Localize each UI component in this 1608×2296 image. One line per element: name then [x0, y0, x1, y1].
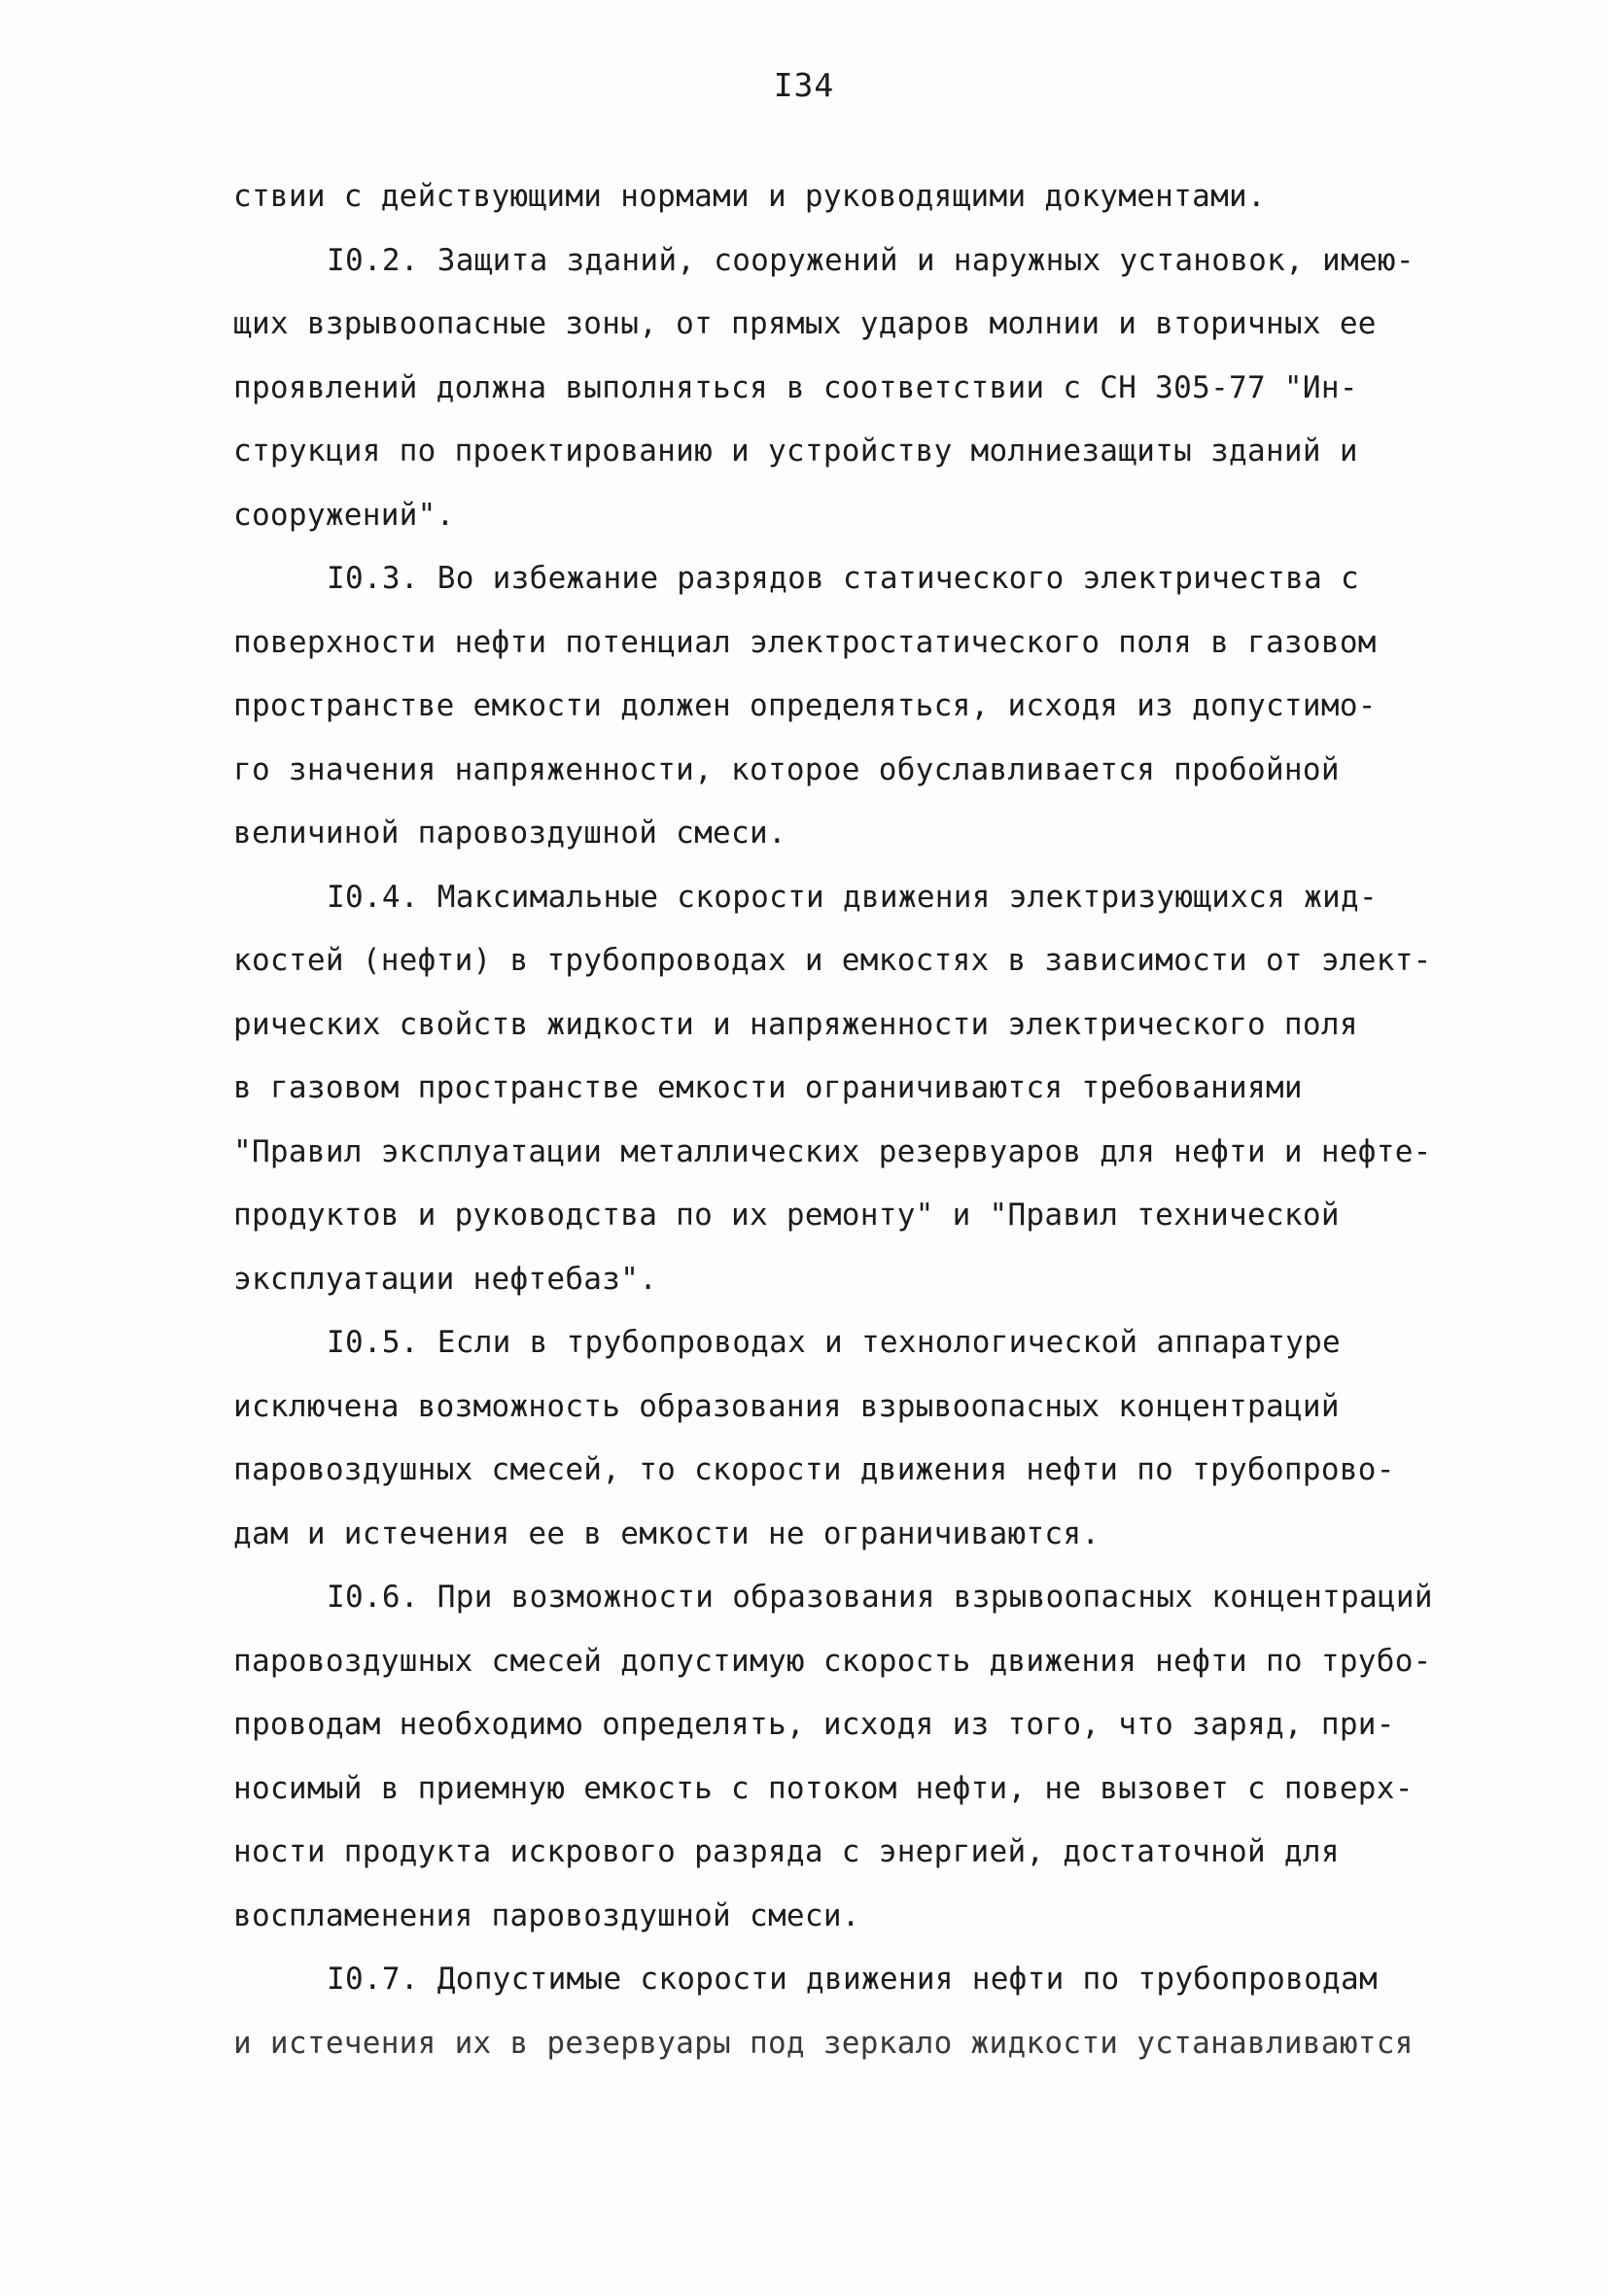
paragraph-10-7-start: I0.7. Допустимые скорости движения нефти по трубопроводам [327, 1962, 1378, 1997]
text-line: костей (нефти) в трубопроводах и емкостях в зависимости от элект- [233, 943, 1432, 978]
page-number: I34 [773, 66, 835, 104]
text-line: сооружений". [233, 497, 455, 533]
text-line: в газовом пространстве емкости ограничиваются требованиями [233, 1070, 1303, 1105]
text-line: струкция по проектированию и устройству молниезащиты зданий и [233, 434, 1358, 469]
text-line: эксплуатации нефтебаз". [233, 1261, 658, 1297]
text-line: пространстве емкости должен определяться, исходя из допустимо- [233, 688, 1377, 723]
text-line: поверхности нефти потенциал электростатического поля в газовом [233, 624, 1377, 660]
text-line: паровоздушных смесей допустимую скорость движения нефти по трубо- [233, 1643, 1432, 1679]
text-line: и истечения их в резервуары под зеркало жидкости устанавливаются [233, 2025, 1414, 2061]
paragraph-10-3-start: I0.3. Во избежание разрядов статического электричества с [327, 561, 1359, 596]
paragraph-10-2-start: I0.2. Защита зданий, сооружений и наружных установок, имею- [327, 242, 1415, 278]
text-line: "Правил эксплуатации металлических резервуаров для нефти и нефте- [233, 1133, 1432, 1169]
paragraph-10-5-start: I0.5. Если в трубопроводах и технологической аппаратуре [327, 1325, 1341, 1360]
paragraph-10-4-start: I0.4. Максимальные скорости движения электризующихся жид- [327, 879, 1378, 915]
text-line: паровоздушных смесей, то скорости движения нефти по трубопрово- [233, 1452, 1395, 1487]
text-line: дам и истечения ее в емкости не ограничиваются. [233, 1515, 1101, 1551]
text-line: исключена возможность образования взрывоопасных концентраций [233, 1388, 1340, 1424]
body-text [233, 165, 1497, 2075]
text-line: щих взрывоопасные зоны, от прямых ударов молнии и вторичных ее [233, 306, 1377, 341]
text-line: ности продукта искрового разряда с энергией, достаточной для [233, 1834, 1340, 1869]
text-line: ствии с действующими нормами и руководящими документами. [233, 179, 1266, 214]
text-line: проводам необходимо определять, исходя из того, что заряд, при- [233, 1707, 1395, 1742]
text-line: воспламенения паровоздушной смеси. [233, 1897, 860, 1933]
text-line: величиной паровоздушной смеси. [233, 816, 787, 851]
paragraph-10-6-start: I0.6. При возможности образования взрывоопасных концентраций [327, 1580, 1433, 1615]
text-line: продуктов и руководства по их ремонту" и "Правил технической [233, 1198, 1340, 1233]
text-line: носимый в приемную емкость с потоком нефти, не вызовет с поверх- [233, 1770, 1414, 1806]
text-line: го значения напряженности, которое обуславливается пробойной [233, 751, 1340, 787]
text-line: рических свойств жидкости и напряженности электрического поля [233, 1006, 1358, 1042]
text-line: проявлений должна выполняться в соответствии с СН 305-77 "Ин- [233, 369, 1358, 405]
